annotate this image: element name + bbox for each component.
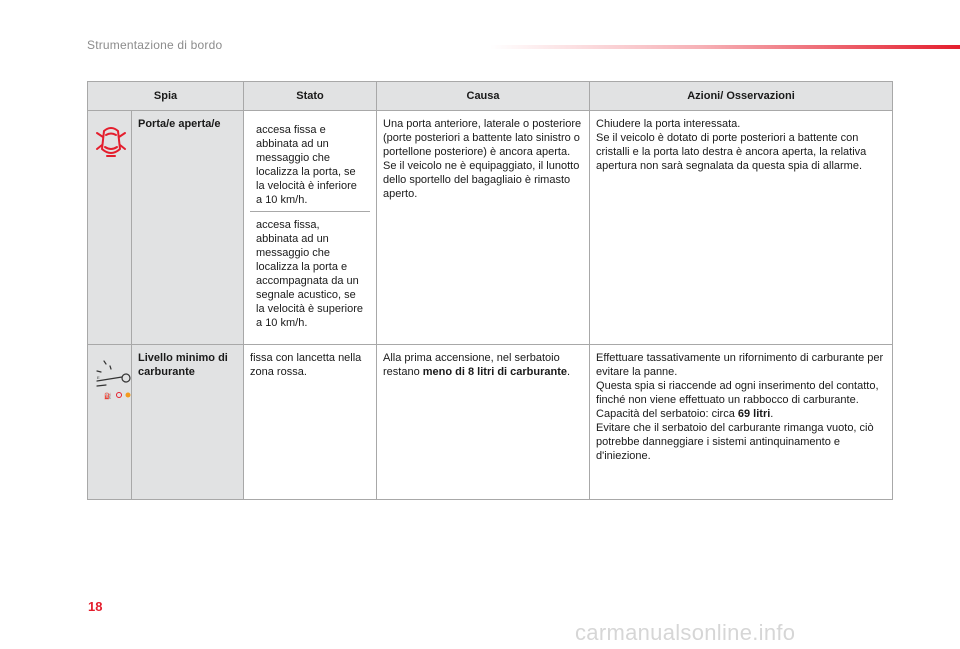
- svg-text:E: E: [97, 375, 100, 380]
- table-row: [88, 345, 893, 500]
- page-number: 18: [88, 599, 103, 614]
- door-open-icon-cell: [88, 111, 132, 345]
- warning-lights-table: [87, 81, 893, 500]
- action-fuel-text-3: [596, 407, 886, 421]
- cause-fuel-end: .: [567, 366, 571, 378]
- cause-door-text-1: Una porta anteriore, laterale o posteriore (porte posteriori a battente lato sinistro o portellone posteriore) è ancora aperta.: [383, 118, 582, 158]
- light-name-door: Porta/e aperta/e: [132, 111, 244, 345]
- light-name-fuel: Livello minimo di carburante: [132, 345, 244, 500]
- section-title: Strumentazione di bordo: [87, 38, 223, 52]
- state-cell-door: [244, 111, 377, 345]
- tank-capacity-end: .: [770, 408, 774, 420]
- tank-capacity-label: Capacità del serbatoio: circa: [596, 408, 738, 420]
- tank-capacity-value: 69 litri: [737, 408, 771, 420]
- watermark: carmanualsonline.info: [575, 620, 796, 645]
- action-fuel-text-2: Questa spia si riaccende ad ogni inserimento del contatto, finché non viene effettuato un rabbocco di carburante.: [596, 380, 879, 406]
- cause-fuel-emphasis: meno di 8 litri di carburante: [422, 366, 568, 378]
- action-fuel-text-1: Effettuare tassativamente un rifornimento di carburante per evitare la panne.: [596, 352, 884, 378]
- state-door-high-speed: accesa fissa, abbinata ad un messaggio che localizza la porta e accompagnata da un segnale acustico, se la velocità è superiore a 10 km/h.: [256, 219, 364, 329]
- action-door-text-2: Se il veicolo è dotato di porte posteriori a battente con cristalli e la porta lato destra è ancora aperta, la relativa apertura non sarà segnalata da questa spia di allarme.: [596, 132, 867, 172]
- state-door-low-speed: accesa fissa e abbinata ad un messaggio che localizza la porta, se la velocità è inferiore a 10 km/h.: [250, 117, 370, 212]
- column-header-stato: Stato: [244, 82, 377, 111]
- cause-fuel-text: Alla prima accensione, nel serbatoio restano: [383, 352, 560, 378]
- table-header-row: [88, 82, 893, 111]
- cause-cell-door: [377, 111, 590, 345]
- cause-cell-fuel: [377, 345, 590, 500]
- svg-text:⛽: ⛽: [104, 394, 112, 400]
- action-fuel-text-4: Evitare che il serbatoio del carburante rimanga vuoto, ciò potrebbe danneggiare i sistemi antinquinamento e d'iniezione.: [596, 422, 874, 462]
- action-door-text-1: Chiudere la porta interessata.: [596, 118, 741, 130]
- table-row: [88, 111, 893, 345]
- column-header-spia: Spia: [88, 82, 244, 111]
- state-cell-fuel: fissa con lancetta nella zona rossa.: [244, 345, 377, 500]
- column-header-causa: Causa: [377, 82, 590, 111]
- door-open-warning-icon: [94, 123, 128, 167]
- fuel-level-gauge-icon: [94, 357, 134, 405]
- column-header-azioni: Azioni/ Osservazioni: [590, 82, 893, 111]
- fuel-icon-cell: [88, 345, 132, 500]
- action-cell-fuel: [590, 345, 893, 500]
- action-cell-door: [590, 111, 893, 345]
- cause-door-text-2: Se il veicolo ne è equipaggiato, il lunotto dello sportello del bagagliaio è rimasto aperto.: [383, 160, 580, 200]
- header-accent-line: [490, 45, 960, 49]
